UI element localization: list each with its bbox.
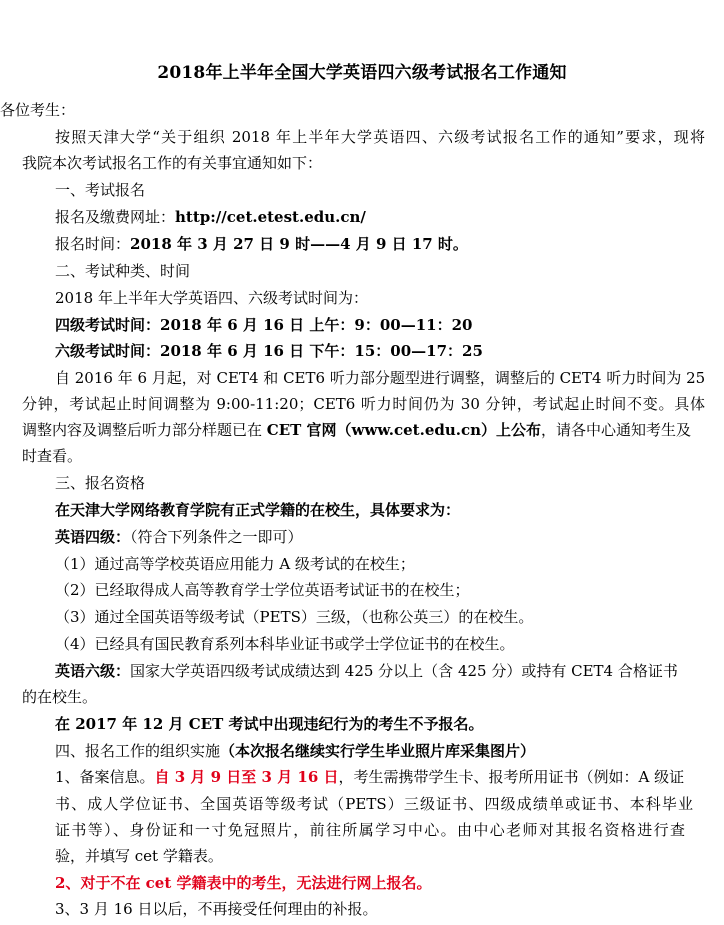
cet4-label: 英语四级： [55, 528, 131, 546]
intro-line-2: 我院本次考试报名工作的有关事宜通知如下： [22, 154, 323, 172]
listening-change-text-end: ，请各中心通知考生及 [541, 421, 692, 439]
step-2-warning: 对于不在 cet 学籍表中的考生，无法进行网上报名。 [80, 874, 432, 892]
registration-time-label: 报名时间： [55, 235, 131, 253]
step-2-prefix: 2、 [55, 874, 81, 892]
listening-change-text: 调整内容及调整后听力部分样题已在 [22, 421, 267, 439]
eligibility-requirement: 在天津大学网络教育学院有正式学籍的在校生，具体要求为： [55, 501, 461, 519]
cet6-exam-time: 六级考试时间：2018 年 6 月 16 日 下午：15：00—17：25 [55, 342, 483, 360]
section-4-heading-line [55, 741, 724, 763]
section-1-heading: 一、考试报名 [55, 181, 146, 199]
registration-url[interactable]: http://cet.etest.edu.cn/ [175, 208, 366, 226]
section-4-heading: 四、报名工作的组织实施 [55, 742, 221, 760]
violation-ban: 在 2017 年 12 月 CET 考试中出现违纪行为的考生不予报名。 [55, 715, 484, 733]
cet4-condition-3: （3）通过全国英语等级考试（PETS）三级，（也称公英三）的在校生。 [55, 608, 534, 626]
listening-change-line-2: 分钟，考试起止时间调整为 9:00-11:20；CET6 听力时间仍为 30 分钟，考试起止时间不变。具体 [22, 395, 705, 413]
exam-time-lead: 2018 年上半年大学英语四、六级考试时间为： [55, 289, 368, 307]
step-1-line-1 [55, 767, 724, 789]
registration-url-line [55, 207, 724, 229]
listening-change-line-1: 自 2016 年 6 月起，对 CET4 和 CET6 听力部分题型进行调整，调整后的 CET4 听力时间为 25 [55, 369, 706, 387]
document-title: 2018年上半年全国大学英语四六级考试报名工作通知 [157, 63, 567, 83]
cet4-condition-1: （1）通过高等学校英语应用能力 A 级考试的在校生； [55, 555, 415, 573]
registration-time-line [55, 234, 724, 256]
listening-change-line-3 [22, 420, 724, 442]
cet6-label: 英语六级： [55, 662, 131, 680]
cet4-exam-time: 四级考试时间：2018 年 6 月 16 日 上午：9：00—11：20 [55, 316, 473, 334]
step-2-line [55, 873, 724, 895]
registration-time-value: 2018 年 3 月 27 日 9 时——4 月 9 日 17 时。 [130, 235, 468, 253]
step-1-line-3: 证书等）、身份证和一寸免冠照片，前往所属学习中心。由中心老师对其报名资格进行查 [55, 821, 685, 839]
step-1-text: ，考生需携带学生卡、报考所用证书（例如：A 级证 [338, 768, 685, 786]
cet6-text: 国家大学英语四级考试成绩达到 425 分以上（含 425 分）或持有 CET4 合格证书 [130, 662, 678, 680]
listening-change-line-4: 时查看。 [22, 447, 83, 465]
section-2-heading: 二、考试种类、时间 [55, 262, 191, 280]
cet4-note: （符合下列条件之一即可） [130, 528, 303, 546]
step-1-prefix: 1、备案信息。 [55, 768, 155, 786]
section-4-note: （本次报名继续实行学生毕业照片库采集图片） [220, 742, 536, 760]
cet4-condition-4: （4）已经具有国民教育系列本科毕业证书或学士学位证书的在校生。 [55, 635, 515, 653]
cet6-eligibility-line-2: 的在校生。 [22, 688, 98, 706]
step-1-line-4: 验，并填写 cet 学籍表。 [55, 847, 223, 865]
cet6-eligibility-line [55, 661, 705, 683]
cet4-eligibility-line [55, 527, 724, 549]
step-1-date-range: 自 3 月 9 日至 3 月 16 日 [154, 768, 339, 786]
intro-line-1: 按照天津大学“关于组织 2018 年上半年大学英语四、六级考试报名工作的通知”要求，现将 [55, 128, 705, 146]
cet-website-notice: CET 官网（www.cet.edu.cn）上公布 [266, 421, 542, 439]
cet4-condition-2: （2）已经取得成人高等教育学士学位英语考试证书的在校生； [55, 581, 470, 599]
section-3-heading: 三、报名资格 [55, 474, 146, 492]
registration-url-label: 报名及缴费网址： [55, 208, 176, 226]
step-1-line-2: 书、成人学位证书、全国英语等级考试（PETS）三级证书、四级成绩单或证书、本科毕业 [55, 795, 693, 813]
step-3-line: 3、3 月 16 日以后，不再接受任何理由的补报。 [55, 900, 378, 918]
greeting: 各位考生： [0, 101, 76, 119]
